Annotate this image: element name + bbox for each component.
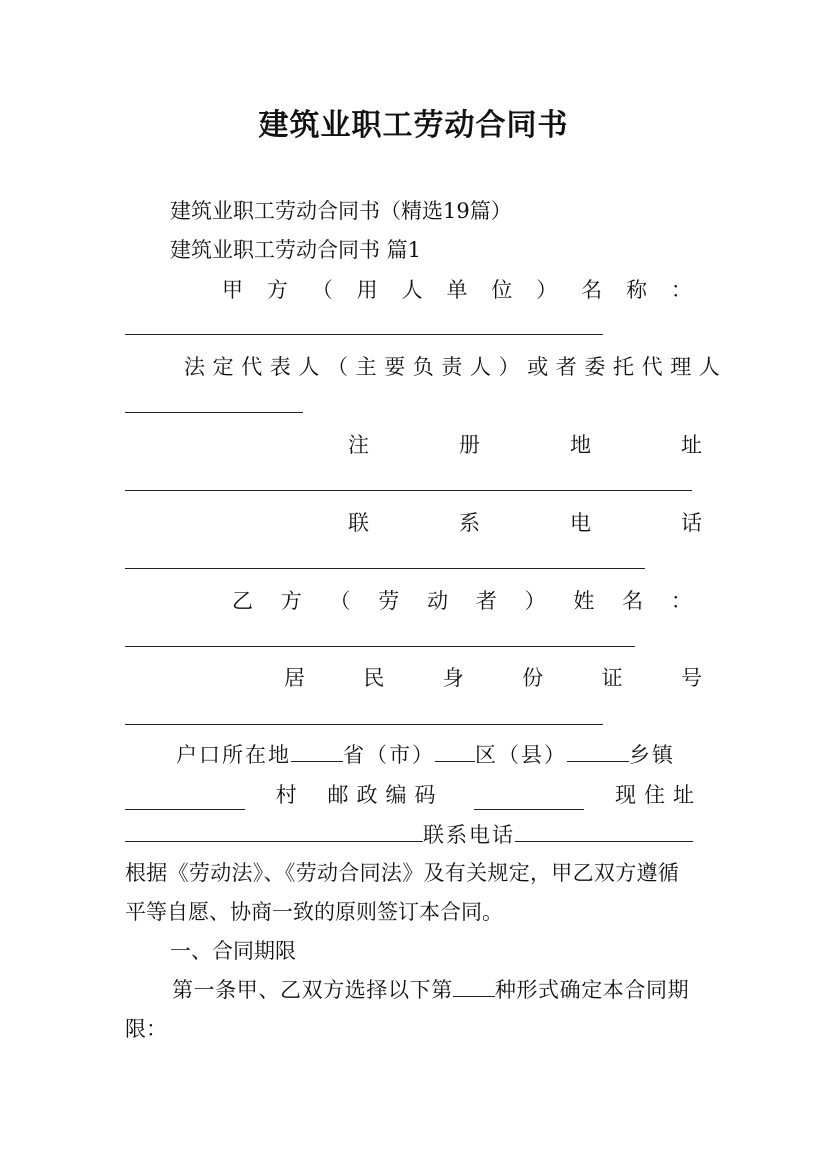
party-a-representative-label: 法定代表人（主要负责人）或者委托代理人	[184, 355, 728, 379]
party-b-id-blank	[125, 724, 603, 725]
intro-line-1: 根据《劳动法》、《劳动合同法》及有关规定，甲乙双方遵循	[125, 861, 680, 885]
party-b-name-label: 乙 方 （ 劳 动 者 ） 姓 名 ：	[232, 589, 692, 613]
party-a-phone-blank	[125, 568, 645, 569]
party-b-address-phone-line: 联系电话	[125, 820, 702, 850]
party-a-address-blank	[125, 490, 692, 491]
party-a-address-label: 注 册 地 址	[348, 433, 702, 457]
party-b-village-line: 村 邮政编码 现住址	[125, 780, 702, 810]
document-subtitle: 建筑业职工劳动合同书（精选19篇）	[170, 199, 512, 223]
section-heading: 建筑业职工劳动合同书 篇1	[170, 238, 422, 262]
page-title: 建筑业职工劳动合同书	[258, 108, 569, 143]
article-1-line-2: 限：	[125, 1017, 167, 1041]
party-a-representative-blank	[125, 412, 303, 413]
party-a-name-label: 甲 方 （ 用 人 单 位 ） 名 称 ：	[222, 278, 692, 302]
party-b-id-label: 居 民 身 份 证 号	[284, 666, 702, 690]
intro-line-2: 平等自愿、协商一致的原则签订本合同。	[125, 900, 503, 924]
section-1-heading: 一、合同期限	[170, 939, 296, 963]
party-b-household-line: 户口所在地 省（市） 区（县） 乡镇	[176, 743, 675, 767]
article-1-line-1: 第一条甲、乙双方选择以下第 种形式确定本合同期	[172, 978, 690, 1002]
party-b-name-blank	[125, 646, 635, 647]
party-a-phone-label: 联 系 电 话	[348, 511, 702, 535]
party-a-name-blank	[125, 334, 603, 335]
